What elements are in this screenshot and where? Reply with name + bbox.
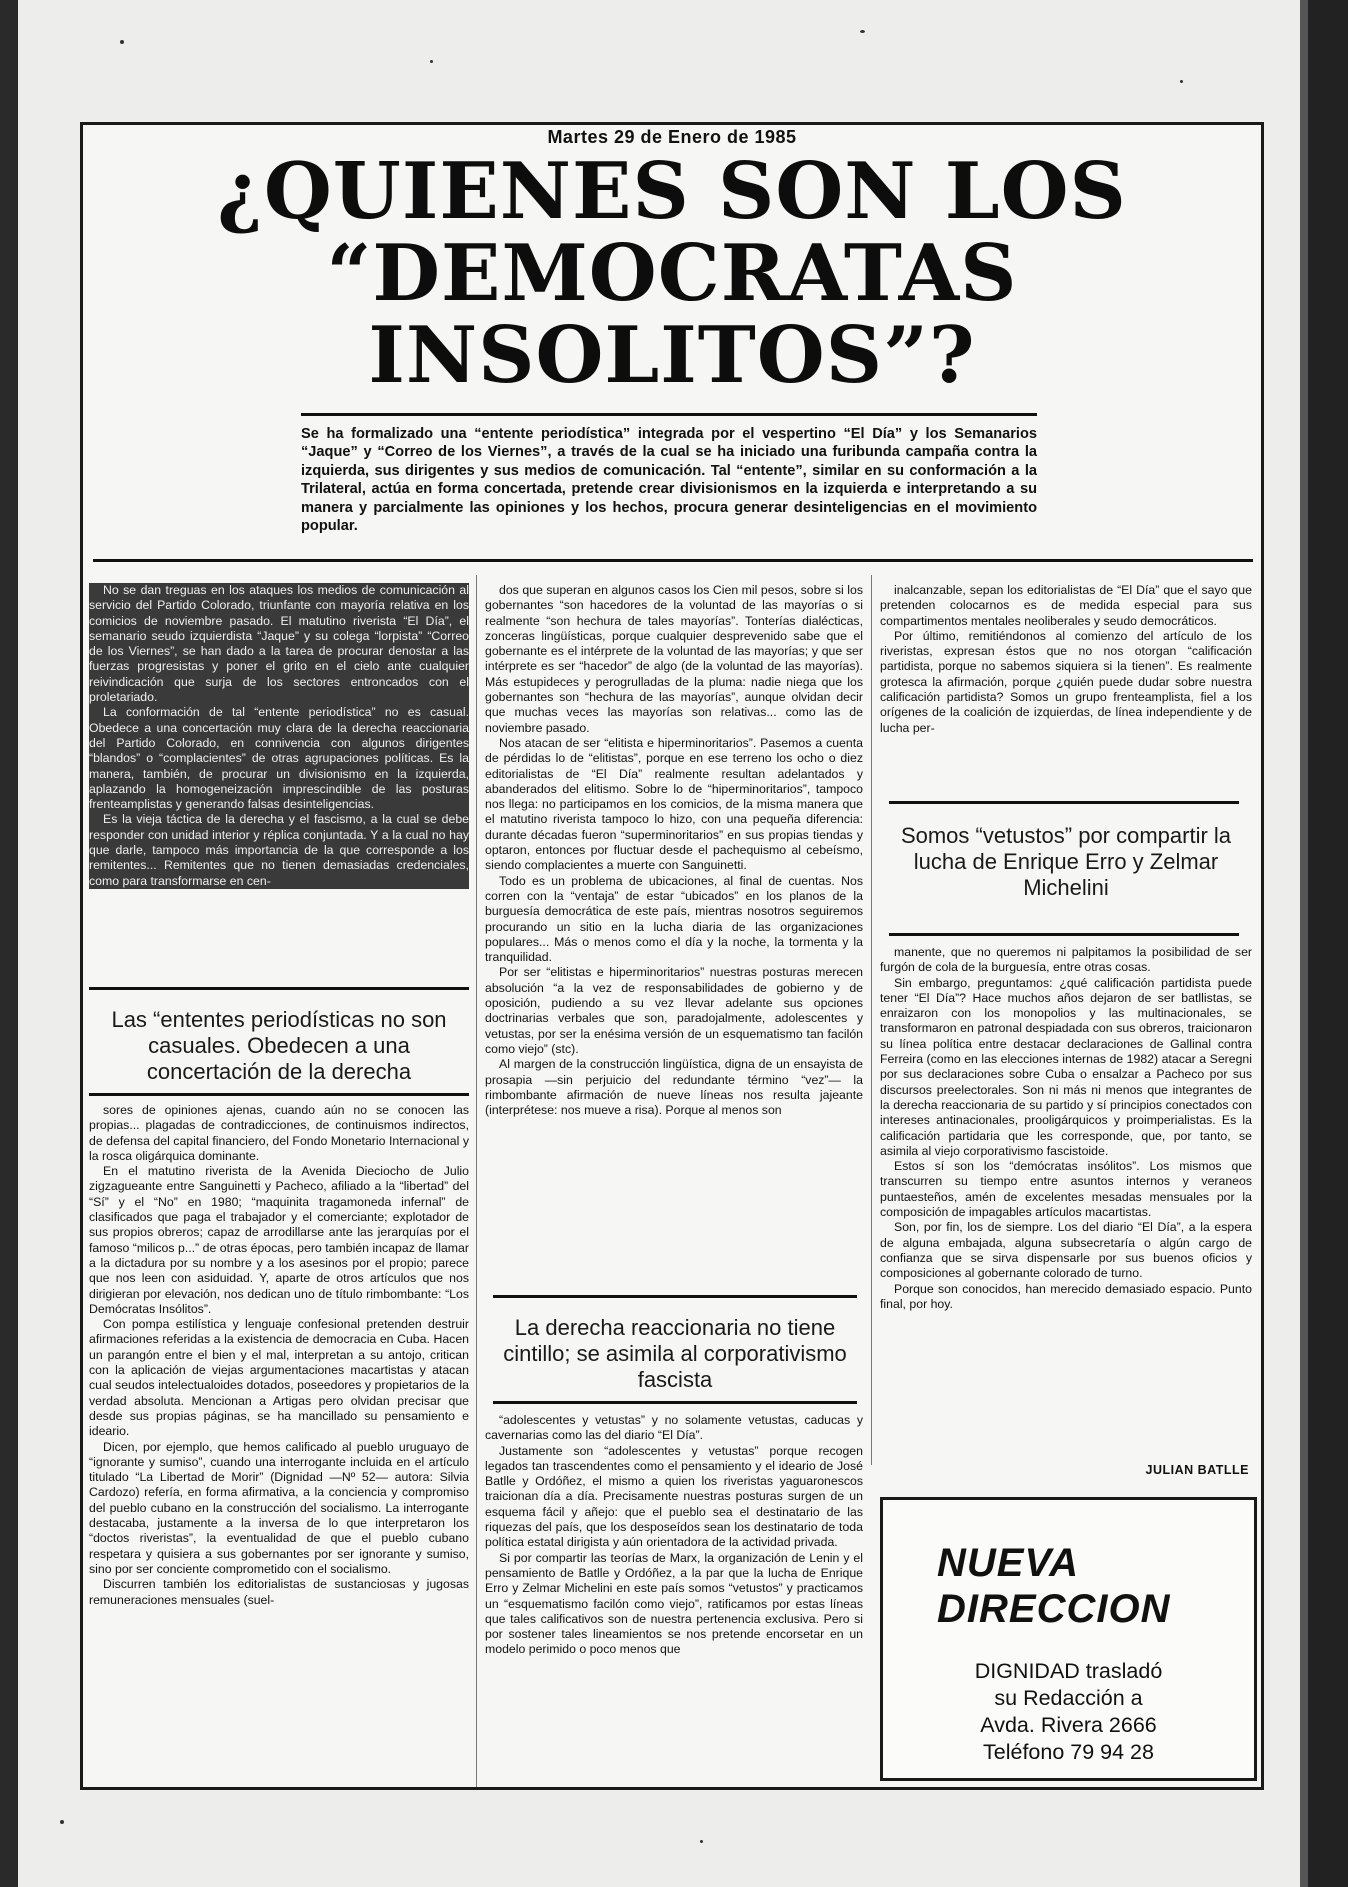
scan-border-left (0, 0, 18, 1887)
notice-brand (937, 1540, 1170, 1632)
notice-text (883, 1658, 1254, 1766)
scan-border-right (1308, 0, 1348, 1887)
newspaper-page (80, 122, 1264, 1790)
paragraph: Dicen, por ejemplo, que hemos calificado al pueblo uruguayo de “ignorante y sumiso”, cuando una interrogante incluida en el artículo titulado “La Libertad de Morir” (Dignidad —Nº 52— autora: Silvia Cardozo) refería, en forma afirmativa, a la conciencia y compromiso del pueblo cubano en la construcción del socialismo. La interrogante destacaba, justamente a la inversa de lo que interpretaron los “doctos riveristas”, la eventualidad de que el pueblo cubano respetara y quisiera a sus gobernantes por ser ignorante y sumiso, sino por ser conciente comprometido con el socialismo. (89, 1439, 469, 1576)
paragraph: Nos atacan de ser “elitista e hiperminoritarios”. Pasemos a cuenta de pérdidas lo de “elitistas”, porque en ese terreno los ocho o diez editorialistas de “El Día” realmente resultan adelantados y abanderados del elitismo. Sobre lo de “hiperminoritarios”, tampoco nos llega: no participamos en los comicios, de la misma manera que el matutino riverista tampoco lo hizo, con una pequeña diferencia: durante décadas fueron “superminoritarios” en sus propias tiendas y optaron, entonces por fluctuar desde el pachequismo al cebeísmo, siendo complacientes a muerte con Sanguinetti. (485, 735, 863, 873)
column-2-top (485, 583, 863, 1285)
notice-line-1: DIGNIDAD trasladó (974, 1659, 1163, 1683)
paragraph: sores de opiniones ajenas, cuando aún no se conocen las propias... plagadas de contradicciones, de continuismos indirectos, de defensa del capital financiero, del Fondo Monetario Internacional y la rosca oligárquica dominante. (89, 1103, 469, 1163)
subhead-3-bottom-rule (889, 933, 1239, 936)
paragraph: Son, por fin, los de siempre. Los del diario “El Día”, a la espera de alguna embajada, alguna subsecretaría o algún cargo de confianza que se sirva dispensarle por sus buenos oficios y composiciones al gobernante colorado de turno. (880, 1220, 1252, 1281)
paragraph: Sin embargo, preguntamos: ¿qué calificación partidista puede tener “El Día”? Hace muchos años dejaron de ser batllistas, se enraizaron con los monopolios y las multinacionales, se transformaron en patronal despiadada con sus obreros, traicionaron su línea política entre destacar declaraciones de Gallinal contra Ferreira (como en las elecciones internas de 1982) atacar a Seregni por sus declaraciones sobre Cuba o ensalzar a Pacheco por sus discursos preelectorales. Son ni más ni menos que integrantes de la derecha reaccionaria de su partido y sí principios conectados con intereses antinacionales, prooligárquicos y proimperialistas. Es la calificación partidaria que les corresponde, que, por tanto, se asimila al viejo corporativismo fascistoide. (880, 975, 1252, 1158)
paragraph: Porque son conocidos, han merecido demasiado espacio. Punto final, por hoy. (880, 1281, 1252, 1311)
paragraph: En el matutino riverista de la Avenida Dieciocho de Julio zigzagueante entre Sanguinetti y Pacheco, afiliado a la “libertad” del “Sí” y el “No” en 1980; “maquinita tragamoneda infernal” de clasificados que paga el trabajador y el comerciante; explotador de sus propios obreros; capaz de arrodillarse ante las jerarquías por el famoso “milicos p...” de otras épocas, pero también incapaz de llamar a la dictadura por su nombre y a los asesinos por el propio; parece que nos leen con asiduidad. Y, aparte de otros artículos que nos dirigieran por elevación, nos dedican uno de título rimbombante: “Los Demócratas Insólitos”. (89, 1164, 469, 1316)
paragraph: Es la vieja táctica de la derecha y el fascismo, a la cual se debe responder con unidad interior y réplica conjuntada. Y a la cual no hay que darle, tampoco más importancia de la que corresponde a los remitentes... Remitentes que no tienen demasiadas credenciales, como para transformarse en cen- (89, 812, 469, 888)
scan-speck (120, 40, 124, 44)
paragraph: La conformación de tal “entente periodística” no es casual. Obedece a una concertación muy clara de la derecha reaccionaria del Partido Colorado, en connivencia con algunos dirigentes “blandos” o “complacientes” de otras agrupaciones políticas. Es la manera, también, de procurar un divisionismo en la izquierda, aplazando la homogeneización imprescindible de las posturas frenteamplistas y generando falsas desinteligencias. (89, 705, 469, 812)
paragraph: Por ser “elitistas e hiperminoritarios” nuestras posturas merecen absolución “a la vez de responsabilidades de gobierno y de oposición, pudiendo a su vez llevar adelante sus opciones doctrinarias verbales que son, paradojalmente, adolescentes y vetustas, por ser la enésima versión de un esquematismo tan facilón como viejo” (stc). (485, 965, 863, 1056)
column-3-bottom (880, 945, 1252, 1457)
scan-speck (700, 1840, 703, 1843)
notice-line-3: Avda. Rivera 2666 (980, 1713, 1157, 1737)
lead-bottom-rule (93, 559, 1253, 562)
headline-line-3: INSOLITOS”? (368, 310, 976, 401)
scan-speck (430, 60, 433, 63)
subhead-1-bottom-rule (89, 1093, 469, 1096)
column-divider-2 (871, 575, 872, 1465)
paragraph: “adolescentes y vetustas” y no solamente vetustas, caducas y cavernarias como las del diario “El Día”. (485, 1413, 863, 1443)
paragraph: manente, que no queremos ni palpitamos la posibilidad de ser furgón de cola de la burguesía, entre otras cosas. (880, 945, 1252, 975)
paragraph: Todo es un problema de ubicaciones, al final de cuentas. Nos corren con la “ventaja” de estar “ubicados” en los planos de la burguesía democrática de este país, mientras nosotros seguiremos procurando un sitio en la lucha diaria de las organizaciones populares... Más o menos como el día y la noche, la tormenta y la tranquilidad. (485, 873, 863, 965)
paragraph: dos que superan en algunos casos los Cien mil pesos, sobre si los gobernantes “son hacedores de la voluntad de las mayorías o si realmente “son hechura de tales mayorías”. Tonterías dialécticas, zonceras lingüísticas, porque cualquier desprevenido sabe que el gobernante es el intérprete de la voluntad de las mayorías; y que ser intérprete es ser “hacedor” de algo (de la voluntad de las mayorías). Más estupideces y perogrulladas de la pluma: nadie niega que los gobernantes son “hechura de las mayorías”, aunque olvidan decir que muchas veces las mayorías son relativas... como las de noviembre pasado. (485, 583, 863, 735)
subhead-2: La derecha reaccionaria no tiene cintillo; se asimila al corporativismo fascista (503, 1315, 847, 1392)
subhead-2-top-rule (493, 1295, 857, 1298)
column-divider-1 (476, 575, 477, 1787)
scan-speck (60, 1820, 64, 1824)
paragraph: Discurren también los editorialistas de sustanciosas y jugosas remuneraciones mensuales (suel- (89, 1577, 469, 1607)
page-headline (83, 146, 1261, 401)
notice-brand-line-1: NUEVA (937, 1541, 1080, 1585)
issue-date: Martes 29 de Enero de 1985 (547, 127, 797, 147)
column-3-top (880, 583, 1252, 785)
lead-paragraph: Se ha formalizado una “entente periodística” integrada por el vespertino “El Día” y los Semanarios “Jaque” y “Correo de los Viernes”, a través de la cual se ha iniciado una furibunda campaña contra la izquierda, sus dirigentes y sus medios de comunicación. Tal “entente”, similar en su conformación a la Trilateral, actúa en forma concertada, pretende crear divisionismos en la izquierda e interpretando a su manera y parcialmente las opiniones y los hechos, procura generar desinteligencias en el movimiento popular. (301, 426, 1037, 535)
paragraph: Justamente son “adolescentes y vetustas” porque recogen legados tan trascendentes como el pensamiento y el ideario de José Batlle y Ordóñez, el mismo a quien los riveristas yaguaronescos traicionan día a día. Precisamente nuestras posturas surgen de un esquema fácil y añejo: que el pueblo sea el destinatario de las riquezas del país, que los desposeídos sean los destinatario de toda política estatal dirigista y aún orientadora de la actividad privada. (485, 1443, 863, 1550)
scan-speck (860, 30, 865, 33)
paragraph: Al margen de la construcción lingüística, digna de un ensayista de prosapia —sin perjuicio del redundante término “vez”— la rimbombante afirmación de nueve líneas nos resulta jajeante (interprétese: nos mueve a risa). Porque al menos son (485, 1057, 863, 1118)
headline-line-1: ¿QUIENES SON LOS (217, 146, 1127, 237)
subhead-1: Las “ententes periodísticas no son casuales. Obedecen a una concertación de la derecha (111, 1007, 447, 1084)
lead-top-rule (301, 413, 1037, 416)
paragraph: inalcanzable, sepan los editorialistas de “El Día” que el sayo que pretenden colocarnos es de medida especial para sus compartimentos mentales neoliberales y seudo democráticos. (880, 583, 1252, 628)
notice-line-2: su Redacción a (994, 1686, 1143, 1710)
paragraph: Estos sí son los “demócratas insólitos”. Los mismos que transcurren su tiempo entre asuntos internos y veraneos puntaesteños, amén de excelentes mesadas mensuales por la composición de impagables artículos macartistas. (880, 1159, 1252, 1220)
scan-speck (1180, 80, 1183, 83)
relocation-notice-box (880, 1497, 1257, 1781)
subhead-1-top-rule (89, 987, 469, 990)
paragraph: Por último, remitiéndonos al comienzo del artículo de los riveristas, expresan éstos que no nos otorgan “calificación partidista, porque no sabemos siquiera si la tienen”. Es realmente grotesca la afirmación, porque ¿quién puede dudar sobre nuestra calificación partidista? Somos un grupo frenteamplista, fiel a los orígenes de la coalición de izquierdas, de línea independiente y de lucha per- (880, 628, 1252, 735)
subhead-3: Somos “vetustos” por compartir la lucha de Enrique Erro y Zelmar Michelini (900, 823, 1232, 900)
column-1-top (89, 583, 469, 971)
author-byline: JULIAN BATLLE (1145, 1463, 1249, 1477)
notice-line-4: Teléfono 79 94 28 (983, 1740, 1154, 1764)
headline-line-2: “DEMOCRATAS (326, 228, 1018, 319)
scan-fold-right (1300, 0, 1308, 1887)
subhead-2-bottom-rule (493, 1401, 857, 1404)
paragraph: No se dan treguas en los ataques los medios de comunicación al servicio del Partido Colorado, triunfante con mayoría relativa en los comicios de noviembre pasado. El matutino riverista “El Día”, el semanario seudo izquierdista “Jaque” y su colega “lorpista” “Correo de los Viernes”, se han dado a la tarea de procurar denostar a las fuerzas progresistas y poner el grito en el cielo ante cualquier reivindicación que surja de los sectores entroncados con el proletariado. (89, 583, 469, 705)
paragraph: Con pompa estilística y lenguaje confesional pretenden destruir afirmaciones referidas a la existencia de democracia en Cuba. Hacen un parangón entre el bien y el mal, interpretan a su antojo, critican con la aplicación de viejas argumentaciones macartistas y atacan cual seudos intelectualoides dotados, poseedores y propietarios de la verdad absoluta. Mencionan a Artigas pero olvidan precisar que desde sus propias páginas, se ha mancillado su pensamiento e ideario. (89, 1317, 469, 1439)
column-2-bottom (485, 1413, 863, 1787)
subhead-3-top-rule (889, 801, 1239, 804)
notice-brand-line-2: DIRECCION (937, 1587, 1171, 1631)
paragraph: Si por compartir las teorías de Marx, la organización de Lenin y el pensamiento de Batlle y Ordóñez, a la par que la lucha de Enrique Erro y Zelmar Michelini en este país somos “vetustos” y practicamos un “esquematismo facilón como viejo”, ratificamos por estas líneas que tales calificativos son de nuestra pertenencia exclusiva. Pero si por sostener tales lineamientos se nos pretende encorsetar en un modelo perimido o poco menos que (485, 1550, 863, 1657)
column-1-bottom (89, 1103, 469, 1787)
